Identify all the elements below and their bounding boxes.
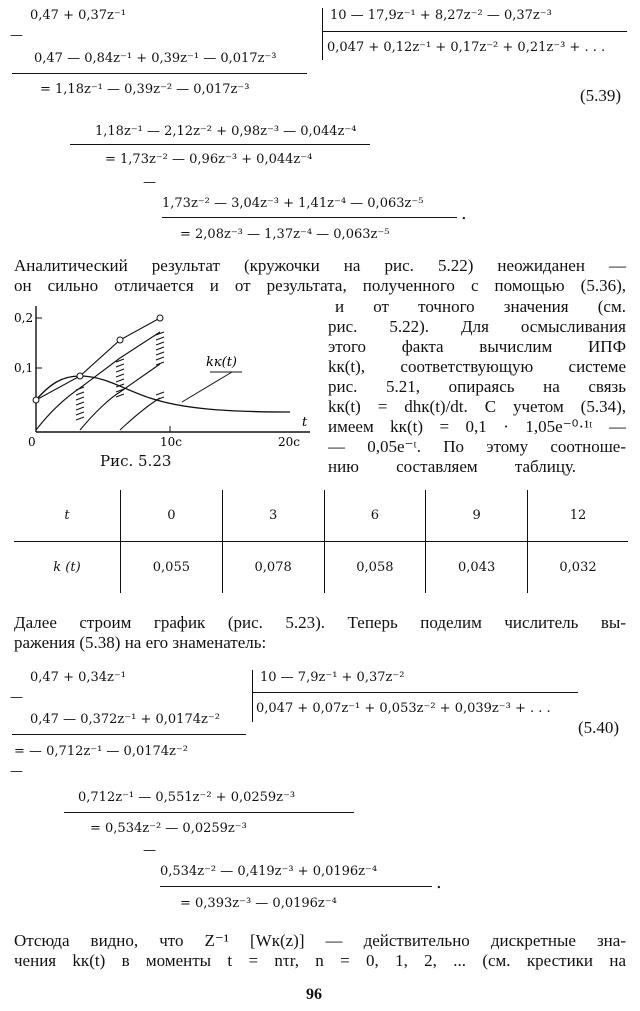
curve-h4: [120, 398, 160, 430]
k-table: [14, 490, 628, 593]
label-leader: [182, 372, 232, 402]
curve-h1: [36, 318, 160, 400]
div1-line5: = 1,73z⁻² — 0,96z⁻³ + 0,044z⁻⁴: [105, 152, 313, 167]
div2-dash3: —: [143, 843, 156, 858]
para1-wrap3: этого факта вычислим ИПФ: [328, 337, 626, 356]
div2-line3: = — 0,712z⁻¹ — 0,0174z⁻²: [14, 744, 188, 759]
table-cell: 0,055: [121, 542, 223, 594]
table-cell: 0: [121, 490, 223, 542]
x-label-20: 20с: [278, 435, 300, 449]
para1-wrap5: рис. 5.21, опираясь на связь: [328, 377, 626, 396]
table-cell: 0,078: [222, 542, 324, 594]
para1-wrap9: нию составляем таблицу.: [328, 457, 576, 476]
div2-line1: 0,47 + 0,34z⁻¹: [30, 670, 126, 685]
div1-rule1: [12, 73, 307, 74]
curve-h2: [36, 332, 160, 430]
div2-rule2: [64, 812, 354, 813]
table-cell: 3: [222, 490, 324, 542]
x-label-10: 10с: [160, 435, 182, 449]
para1-wrap4: kк(t), соответствующую системе: [328, 357, 626, 376]
div2-quotient: 0,047 + 0,07z⁻¹ + 0,053z⁻² + 0,039z⁻³ + . . .: [256, 701, 551, 716]
table-row: [14, 490, 628, 542]
table-cell: 9: [426, 490, 528, 542]
para1-wrap8: — 0,05e⁻ᵗ. По этому соотноше-: [328, 437, 626, 456]
div1-line4: 1,18z⁻¹ — 2,12z⁻² + 0,98z⁻³ — 0,044z⁻⁴: [95, 124, 357, 139]
curve-k: [36, 376, 290, 412]
para1-wrap6: kк(t) = dhк(t)/dt. С учетом (5.34),: [328, 397, 626, 416]
div2-dash1: —: [10, 690, 23, 705]
div1-rule2: [70, 144, 370, 145]
para1-line1: Аналитический результат (кружочки на рис. 5.22) неожиданен —: [14, 256, 626, 275]
para1-wrap1: и от точного значения (см.: [335, 297, 626, 316]
div2-line2: 0,47 — 0,372z⁻¹ + 0,0174z⁻²: [30, 712, 220, 727]
div2-dot: .: [436, 872, 442, 893]
table-cell: 0,032: [528, 542, 629, 594]
div2-rule3: [160, 886, 432, 887]
div2-line4: 0,712z⁻¹ — 0,551z⁻² + 0,0259z⁻³: [78, 790, 296, 805]
y-label-02: 0,2: [14, 311, 34, 325]
marker-circle: [33, 397, 39, 403]
div2-line6: 0,534z⁻² — 0,419z⁻³ + 0,0196z⁻⁴: [160, 864, 378, 879]
div1-rule3: [162, 217, 457, 218]
marker-circle: [157, 315, 163, 321]
marker-circle: [77, 373, 83, 379]
x-axis-label: t: [302, 415, 308, 430]
table-row: [14, 542, 628, 594]
para3-line1: Отсюда видно, что Z⁻¹ [Wк(z)] — действительно дискретные зна-: [14, 931, 626, 950]
div1-divisor-rule: [322, 31, 627, 32]
div1-line3: = 1,18z⁻¹ — 0,39z⁻² — 0,017z⁻³: [40, 82, 250, 97]
div1-line1: 0,47 + 0,37z⁻¹: [30, 8, 126, 23]
div2-line5: = 0,534z⁻² — 0,0259z⁻³: [90, 821, 247, 836]
para2-line1: Далее строим график (рис. 5.23). Теперь поделим числитель вы-: [14, 613, 626, 632]
marker-circle: [117, 337, 123, 343]
table-header-t: t: [14, 490, 121, 542]
div1-divisor: 10 — 17,9z⁻¹ + 8,27z⁻² — 0,37z⁻³: [330, 8, 552, 23]
eq-number-5-39: (5.39): [580, 86, 622, 105]
figure-5-23: [10, 300, 320, 450]
x-label-0: 0: [28, 435, 36, 449]
y-label-01: 0,1: [14, 361, 34, 375]
div2-dash2: —: [10, 764, 23, 779]
curve-label: kк(t): [206, 355, 238, 370]
div1-dash2: —: [143, 175, 156, 190]
div1-line7: = 2,08z⁻³ — 1,37z⁻⁴ — 0,063z⁻⁵: [180, 227, 390, 242]
para1-wrap2: рис. 5.22). Для осмысливания: [328, 317, 626, 336]
para3-line2: чения kк(t) в моменты t = nτr, n = 0, 1, 2, ... (см. крестики на: [14, 951, 626, 970]
table-header-k: k (t): [53, 560, 81, 575]
div2-divisor-rule: [252, 692, 578, 693]
div2-divisor-bar: [252, 670, 253, 722]
div1-dot: .: [461, 203, 467, 224]
div1-dash1: —: [10, 28, 23, 43]
table-cell: 6: [324, 490, 426, 542]
para1-wrap7: имеем kк(t) = 0,1 · 1,05e⁻⁰·¹ᵗ —: [328, 417, 626, 436]
div2-divisor: 10 — 7,9z⁻¹ + 0,37z⁻²: [260, 670, 405, 685]
para1-line2: он сильно отличается и от результата, полученного с помощью (5.36),: [14, 276, 626, 295]
div2-line7: = 0,393z⁻³ — 0,0196z⁻⁴: [180, 896, 337, 911]
table-cell: 12: [528, 490, 629, 542]
div1-quotient: 0,047 + 0,12z⁻¹ + 0,17z⁻² + 0,21z⁻³ + . . .: [327, 40, 606, 55]
div1-line2: 0,47 — 0,84z⁻¹ + 0,39z⁻¹ — 0,017z⁻³: [34, 51, 277, 66]
div1-line6: 1,73z⁻² — 3,04z⁻³ + 1,41z⁻⁴ — 0,063z⁻⁵: [162, 196, 424, 211]
div2-rule1: [12, 734, 246, 735]
div1-divisor-bar: [322, 8, 323, 60]
table-cell: 0,058: [324, 542, 426, 594]
eq-number-5-40: (5.40): [578, 718, 620, 737]
table-cell: 0,043: [426, 542, 528, 594]
para2-line2: ражения (5.38) на его знаменатель:: [14, 633, 267, 652]
page-number: 96: [306, 986, 322, 1003]
figure-caption: Рис. 5.23: [100, 452, 172, 470]
